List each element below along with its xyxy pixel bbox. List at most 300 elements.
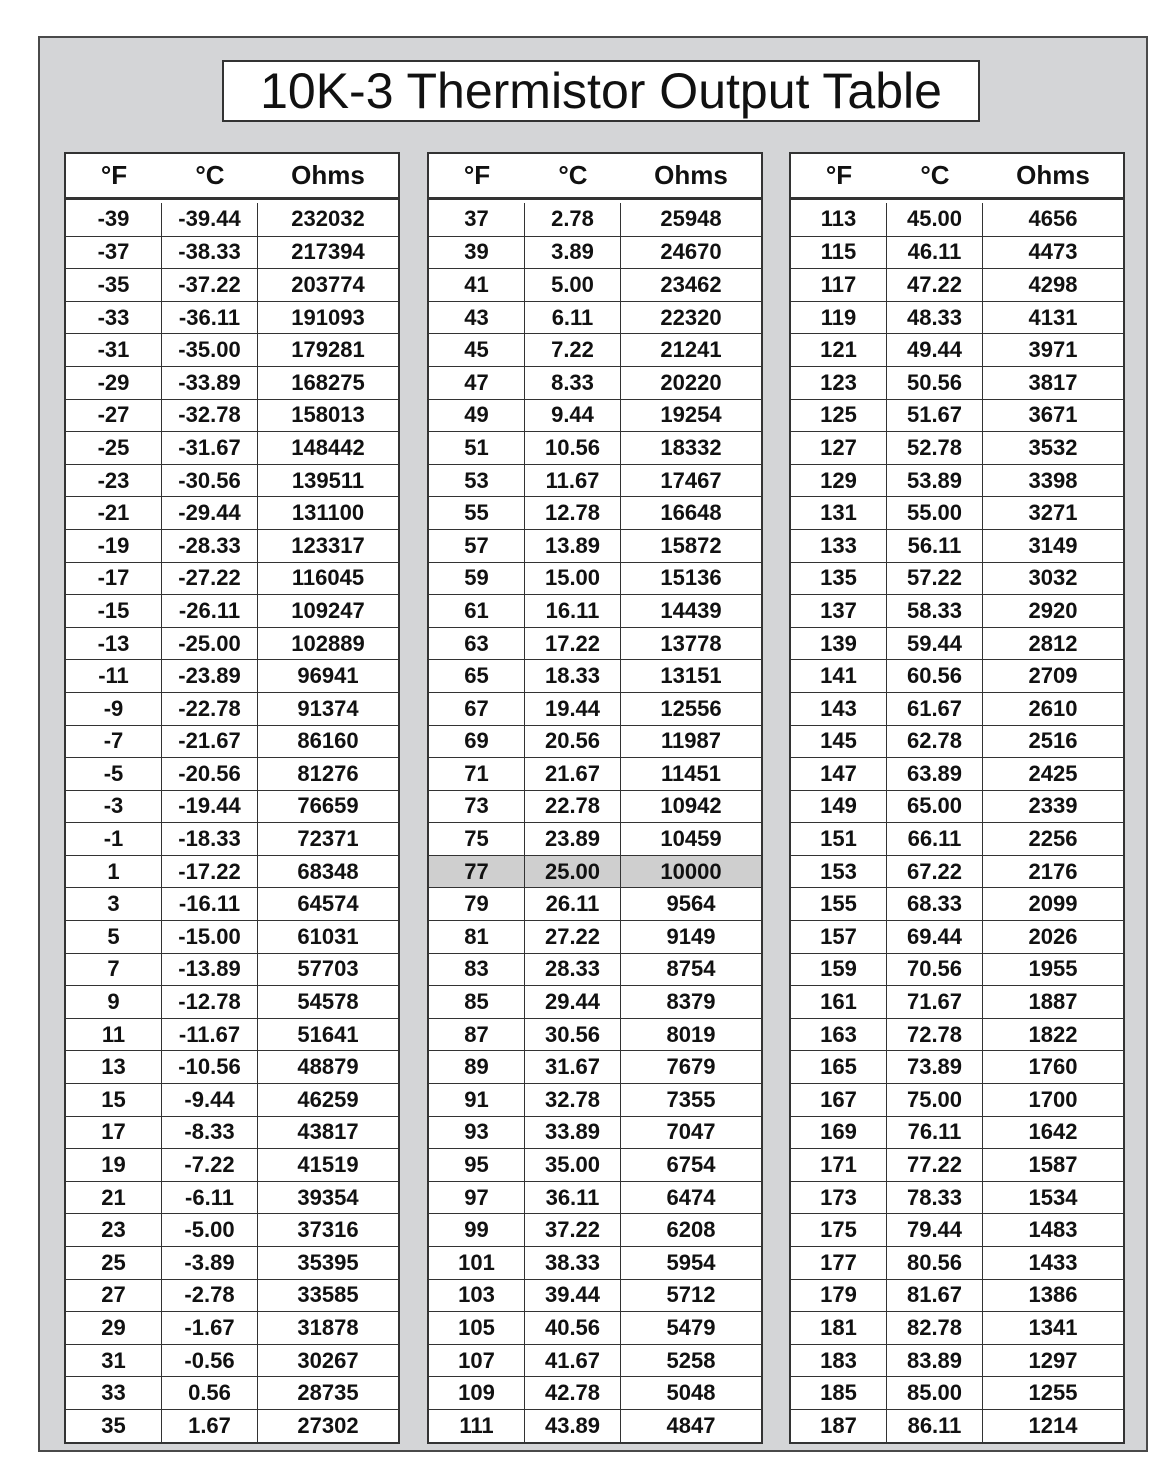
cell-ohms: 3971 [1028,337,1078,363]
cell-celsius: 30.56 [525,1019,621,1051]
cell-fahrenheit: 33 [66,1377,162,1409]
table-row [791,985,1123,1018]
cell-ohms: 6474 [666,1184,716,1210]
cell-fahrenheit: 123 [791,367,887,399]
cell-fahrenheit: 43 [429,302,525,334]
cell-celsius: 56.11 [887,530,983,562]
table-row [66,464,398,497]
cell-fahrenheit: 177 [791,1247,887,1279]
table-row [66,1213,398,1246]
cell-celsius: -35.00 [162,334,258,366]
cell-celsius: 31.67 [525,1051,621,1083]
cell-celsius: -12.78 [162,986,258,1018]
cell-fahrenheit: -9 [66,693,162,725]
table-row [66,1050,398,1083]
cell-fahrenheit: 57 [429,530,525,562]
cell-celsius: -3.89 [162,1247,258,1279]
table-row [791,594,1123,627]
cell-celsius: 36.11 [525,1182,621,1214]
cell-fahrenheit: 181 [791,1312,887,1344]
cell-celsius: 53.89 [887,465,983,497]
cell-fahrenheit: -25 [66,432,162,464]
table-row [791,790,1123,823]
cell-fahrenheit: 97 [429,1182,525,1214]
header-celsius: °C [195,160,225,190]
cell-ohms: 21241 [660,337,722,363]
cell-fahrenheit: 135 [791,563,887,595]
cell-celsius: 63.89 [887,758,983,790]
cell-ohms: 2610 [1028,695,1078,721]
cell-ohms: 2709 [1028,663,1078,689]
cell-ohms: 4473 [1028,239,1078,265]
cell-fahrenheit: 141 [791,660,887,692]
cell-celsius: -13.89 [162,954,258,986]
cell-ohms: 2516 [1028,728,1078,754]
cell-ohms: 13151 [660,663,722,689]
cell-celsius: 25.00 [525,856,621,888]
cell-fahrenheit: 93 [429,1117,525,1149]
cell-fahrenheit: 183 [791,1345,887,1377]
cell-celsius: 8.33 [525,367,621,399]
cell-celsius: 29.44 [525,986,621,1018]
cell-celsius: 6.11 [525,302,621,334]
cell-fahrenheit: -21 [66,497,162,529]
cell-celsius: 47.22 [887,269,983,301]
cell-fahrenheit: -33 [66,302,162,334]
table-row [66,692,398,725]
cell-ohms: 1642 [1028,1119,1078,1145]
table-row [429,399,761,432]
table-row [791,1279,1123,1312]
cell-fahrenheit: 59 [429,563,525,595]
table-row [429,1279,761,1312]
cell-ohms: 179281 [291,337,365,363]
cell-celsius: 26.11 [525,888,621,920]
cell-ohms: 7047 [666,1119,716,1145]
header-ohms: Ohms [1016,160,1090,190]
table-row [66,236,398,269]
table-row [66,953,398,986]
thermistor-table-1 [64,152,400,1444]
table-row [429,268,761,301]
cell-celsius: 9.44 [525,400,621,432]
table-panel [38,36,1148,1452]
cell-ohms: 2026 [1028,923,1078,949]
cell-celsius: 62.78 [887,726,983,758]
cell-ohms: 8754 [666,956,716,982]
cell-celsius: 81.67 [887,1280,983,1312]
cell-fahrenheit: 103 [429,1280,525,1312]
cell-fahrenheit: 85 [429,986,525,1018]
table-row [791,1376,1123,1409]
cell-fahrenheit: 147 [791,758,887,790]
cell-fahrenheit: 61 [429,595,525,627]
cell-fahrenheit: 187 [791,1410,887,1442]
cell-ohms: 28735 [297,1380,359,1406]
cell-fahrenheit: 107 [429,1345,525,1377]
table-row [429,627,761,660]
table-row [429,953,761,986]
cell-fahrenheit: 117 [791,269,887,301]
cell-ohms: 33585 [297,1282,359,1308]
cell-fahrenheit: 129 [791,465,887,497]
cell-celsius: 71.67 [887,986,983,1018]
cell-fahrenheit: 55 [429,497,525,529]
cell-celsius: -18.33 [162,823,258,855]
cell-celsius: -9.44 [162,1084,258,1116]
cell-celsius: 48.33 [887,302,983,334]
cell-fahrenheit: 173 [791,1182,887,1214]
cell-fahrenheit: -13 [66,628,162,660]
cell-ohms: 158013 [291,402,365,428]
table-header [66,154,398,200]
cell-ohms: 3532 [1028,434,1078,460]
cell-fahrenheit: 175 [791,1214,887,1246]
table-row [66,203,398,236]
cell-ohms: 22320 [660,304,722,330]
table-row [66,1148,398,1181]
table-row [791,692,1123,725]
cell-fahrenheit: 35 [66,1410,162,1442]
cell-fahrenheit: 19 [66,1149,162,1181]
cell-ohms: 139511 [291,467,365,493]
cell-fahrenheit: 157 [791,921,887,953]
table-row [791,399,1123,432]
cell-ohms: 1955 [1028,956,1078,982]
cell-fahrenheit: 39 [429,237,525,269]
table-row [791,562,1123,595]
cell-ohms: 217394 [291,239,365,265]
cell-fahrenheit: -3 [66,791,162,823]
cell-ohms: 51641 [297,1021,359,1047]
cell-fahrenheit: 49 [429,400,525,432]
cell-celsius: 16.11 [525,595,621,627]
table-row [66,1279,398,1312]
cell-ohms: 3149 [1028,532,1078,558]
cell-ohms: 116045 [291,565,365,591]
table-row [429,659,761,692]
cell-fahrenheit: 143 [791,693,887,725]
cell-fahrenheit: 69 [429,726,525,758]
table-row [429,594,761,627]
cell-celsius: 49.44 [887,334,983,366]
cell-celsius: 28.33 [525,954,621,986]
table-row [429,496,761,529]
cell-fahrenheit: 115 [791,237,887,269]
table-row [791,236,1123,269]
cell-celsius: -26.11 [162,595,258,627]
cell-ohms: 5048 [666,1380,716,1406]
cell-ohms: 3817 [1028,369,1078,395]
cell-ohms: 27302 [297,1412,359,1438]
cell-celsius: 67.22 [887,856,983,888]
cell-fahrenheit: 45 [429,334,525,366]
cell-ohms: 18332 [660,434,722,460]
cell-fahrenheit: 1 [66,856,162,888]
cell-ohms: 19254 [660,402,722,428]
cell-ohms: 61031 [297,923,359,949]
cell-fahrenheit: 161 [791,986,887,1018]
table-row [429,692,761,725]
table-row [429,757,761,790]
cell-celsius: 68.33 [887,888,983,920]
table-row [429,1311,761,1344]
table-row [429,366,761,399]
table-row [66,1116,398,1149]
cell-celsius: 60.56 [887,660,983,692]
cell-fahrenheit: 11 [66,1019,162,1051]
table-row [66,1344,398,1377]
table-row [429,562,761,595]
cell-fahrenheit: -29 [66,367,162,399]
cell-ohms: 4298 [1028,271,1078,297]
table-row [66,627,398,660]
header-fahrenheit: °F [825,160,853,190]
cell-fahrenheit: 81 [429,921,525,953]
cell-ohms: 23462 [660,271,722,297]
cell-fahrenheit: 3 [66,888,162,920]
cell-ohms: 15872 [660,532,722,558]
cell-fahrenheit: 167 [791,1084,887,1116]
cell-ohms: 3271 [1028,500,1078,526]
table-row [791,1050,1123,1083]
cell-celsius: 66.11 [887,823,983,855]
cell-fahrenheit: 165 [791,1051,887,1083]
cell-ohms: 76659 [297,793,359,819]
table-row [66,529,398,562]
table-row [791,757,1123,790]
table-row [429,1018,761,1051]
cell-celsius: 7.22 [525,334,621,366]
table-row [66,366,398,399]
page-title [222,60,980,122]
table-row [791,464,1123,497]
cell-ohms: 54578 [297,989,359,1015]
cell-ohms: 1297 [1028,1347,1078,1373]
table-row [66,1083,398,1116]
cell-celsius: 86.11 [887,1410,983,1442]
cell-fahrenheit: -7 [66,726,162,758]
cell-celsius: 69.44 [887,921,983,953]
cell-ohms: 102889 [291,630,365,656]
cell-ohms: 8379 [666,989,716,1015]
table-row [66,1311,398,1344]
cell-fahrenheit: 13 [66,1051,162,1083]
cell-fahrenheit: 31 [66,1345,162,1377]
cell-ohms: 31878 [297,1314,359,1340]
cell-fahrenheit: 53 [429,465,525,497]
cell-ohms: 203774 [291,271,365,297]
cell-ohms: 10459 [660,826,722,852]
cell-ohms: 7679 [666,1054,716,1080]
cell-ohms: 3032 [1028,565,1078,591]
cell-fahrenheit: -1 [66,823,162,855]
cell-celsius: 10.56 [525,432,621,464]
table-row [791,431,1123,464]
table-header [791,154,1123,200]
cell-celsius: -28.33 [162,530,258,562]
cell-ohms: 16648 [660,500,722,526]
cell-fahrenheit: 29 [66,1312,162,1344]
table-row [791,333,1123,366]
table-row [429,1213,761,1246]
cell-ohms: 81276 [297,760,359,786]
thermistor-table-3 [789,152,1125,1444]
cell-celsius: -1.67 [162,1312,258,1344]
table-row [791,1246,1123,1279]
table-row [791,659,1123,692]
cell-ohms: 10000 [660,858,722,884]
cell-fahrenheit: 101 [429,1247,525,1279]
table-row [429,790,761,823]
cell-fahrenheit: 25 [66,1247,162,1279]
table-row [66,301,398,334]
table-row [429,1181,761,1214]
cell-fahrenheit: 153 [791,856,887,888]
cell-ohms: 3398 [1028,467,1078,493]
cell-celsius: -39.44 [162,203,258,236]
cell-celsius: 42.78 [525,1377,621,1409]
table-row [791,627,1123,660]
cell-ohms: 1887 [1028,989,1078,1015]
cell-fahrenheit: 155 [791,888,887,920]
table-row [791,855,1123,888]
cell-ohms: 9564 [666,891,716,917]
cell-fahrenheit: 37 [429,203,525,236]
table-row [66,1409,398,1442]
cell-fahrenheit: 111 [429,1410,525,1442]
cell-fahrenheit: 99 [429,1214,525,1246]
table-row [791,366,1123,399]
cell-fahrenheit: -5 [66,758,162,790]
cell-ohms: 168275 [291,369,365,395]
cell-ohms: 24670 [660,239,722,265]
table-row [791,1344,1123,1377]
cell-ohms: 30267 [297,1347,359,1373]
title-text: 10K-3 Thermistor Output Table [260,63,942,119]
cell-ohms: 25948 [660,206,722,232]
cell-ohms: 232032 [291,206,365,232]
cell-fahrenheit: 41 [429,269,525,301]
cell-celsius: 35.00 [525,1149,621,1181]
cell-ohms: 6208 [666,1217,716,1243]
cell-celsius: 79.44 [887,1214,983,1246]
cell-ohms: 1255 [1028,1380,1078,1406]
cell-ohms: 3671 [1028,402,1078,428]
cell-fahrenheit: 91 [429,1084,525,1116]
table-row [429,529,761,562]
cell-fahrenheit: 27 [66,1280,162,1312]
table-row [66,1018,398,1051]
cell-celsius: 70.56 [887,954,983,986]
table-row [429,725,761,758]
cell-celsius: 52.78 [887,432,983,464]
cell-celsius: -33.89 [162,367,258,399]
cell-fahrenheit: 105 [429,1312,525,1344]
table-row [429,1344,761,1377]
cell-ohms: 4847 [666,1412,716,1438]
table-row [66,659,398,692]
cell-fahrenheit: -11 [66,660,162,692]
cell-ohms: 131100 [291,500,365,526]
table-row [429,1050,761,1083]
cell-ohms: 13778 [660,630,722,656]
cell-ohms: 1214 [1028,1412,1078,1438]
cell-ohms: 2339 [1028,793,1078,819]
cell-ohms: 148442 [291,434,365,460]
cell-ohms: 2256 [1028,826,1078,852]
cell-ohms: 37316 [297,1217,359,1243]
table-row [66,985,398,1018]
cell-fahrenheit: 113 [791,203,887,236]
cell-celsius: 22.78 [525,791,621,823]
cell-fahrenheit: 95 [429,1149,525,1181]
cell-fahrenheit: 7 [66,954,162,986]
table-row [791,1311,1123,1344]
cell-ohms: 20220 [660,369,722,395]
cell-fahrenheit: -31 [66,334,162,366]
cell-celsius: -10.56 [162,1051,258,1083]
cell-celsius: -15.00 [162,921,258,953]
table-row [66,333,398,366]
table-row [791,1116,1123,1149]
table-row [791,301,1123,334]
cell-celsius: 17.22 [525,628,621,660]
cell-celsius: 39.44 [525,1280,621,1312]
cell-celsius: 38.33 [525,1247,621,1279]
table-row [791,1181,1123,1214]
cell-fahrenheit: 163 [791,1019,887,1051]
cell-ohms: 12556 [660,695,722,721]
cell-celsius: 73.89 [887,1051,983,1083]
cell-celsius: 65.00 [887,791,983,823]
table-row [66,822,398,855]
cell-fahrenheit: 73 [429,791,525,823]
table-row [66,887,398,920]
table-row [66,431,398,464]
cell-ohms: 5954 [666,1249,716,1275]
cell-celsius: 46.11 [887,237,983,269]
cell-ohms: 57703 [297,956,359,982]
table-row [66,562,398,595]
cell-fahrenheit: 71 [429,758,525,790]
cell-celsius: -25.00 [162,628,258,660]
cell-fahrenheit: 151 [791,823,887,855]
cell-ohms: 123317 [291,532,365,558]
cell-celsius: 2.78 [525,203,621,236]
cell-ohms: 6754 [666,1152,716,1178]
cell-celsius: 37.22 [525,1214,621,1246]
table-row [429,1116,761,1149]
table-row [791,203,1123,236]
table-row [429,301,761,334]
cell-ohms: 7355 [666,1086,716,1112]
table-row [791,1213,1123,1246]
cell-celsius: -29.44 [162,497,258,529]
table-row [791,953,1123,986]
cell-ohms: 41519 [297,1152,359,1178]
cell-fahrenheit: 131 [791,497,887,529]
cell-celsius: -32.78 [162,400,258,432]
cell-celsius: 33.89 [525,1117,621,1149]
table-row [66,790,398,823]
cell-fahrenheit: 133 [791,530,887,562]
cell-celsius: 78.33 [887,1182,983,1214]
table-row [429,1148,761,1181]
cell-ohms: 5258 [666,1347,716,1373]
cell-fahrenheit: 145 [791,726,887,758]
table-body [429,200,761,1442]
